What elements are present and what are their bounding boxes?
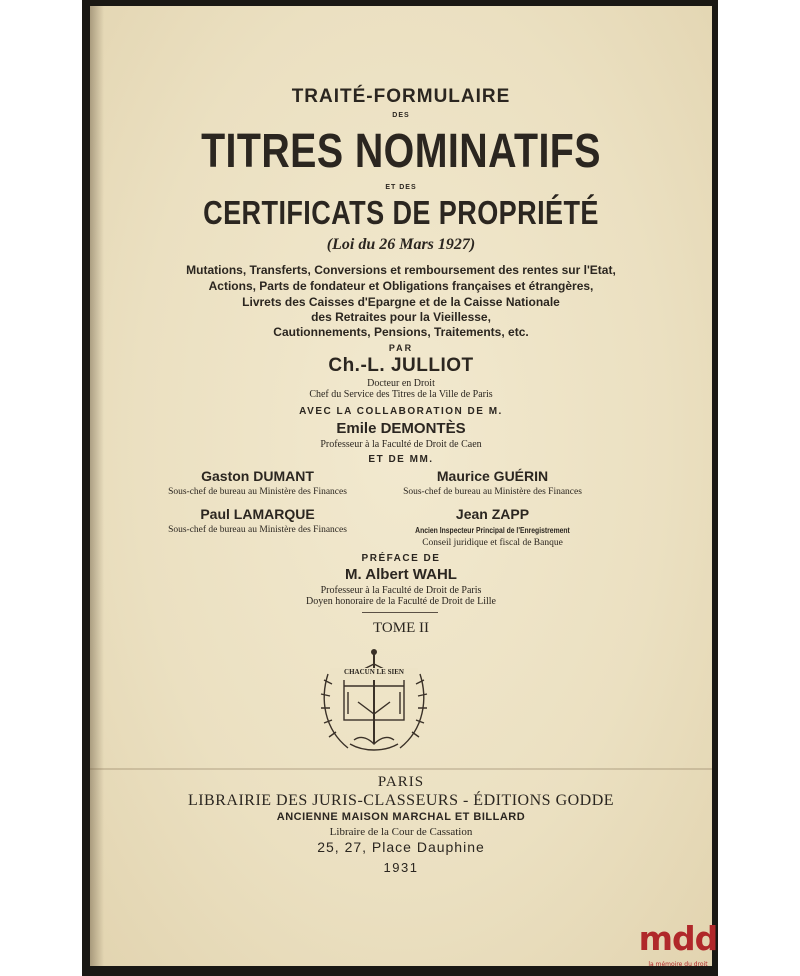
subject-line: Cautionnements, Pensions, Traitements, etc. [273,325,529,339]
contributor-title: Ancien Inspecteur Principal de l'Enregistrement [415,526,570,535]
publisher-name: LIBRAIRIE DES JURIS-CLASSEURS - ÉDITIONS GODDE [187,792,615,809]
title-line1: TRAITÉ-FORMULAIRE [291,86,511,107]
collaborator-title: Professeur à la Faculté de Droit de Caen [320,439,482,450]
et-de-mm-label: ET DE MM. [368,454,434,465]
collaborator-name: Emile DEMONTÈS [336,420,466,437]
main-author-title: Chef du Service des Titres de la Ville de Paris [309,389,493,400]
preface-author: M. Albert WAHL [345,566,457,583]
contributor-title: Sous-chef de bureau au Ministère des Finances [168,525,347,535]
publisher-court: Libraire de la Cour de Cassation [329,826,473,838]
par-label: PAR [388,343,414,353]
subject-line: Livrets des Caisses d'Epargne et de la Caisse Nationale [242,295,560,309]
law-reference: (Loi du 26 Mars 1927) [326,236,476,253]
tome-number: TOME II [373,620,429,636]
subject-line: des Retraites pour la Vieillesse, [311,310,491,324]
publisher-former: ANCIENNE MAISON MARCHAL ET BILLARD [276,811,526,823]
contributor-title: Sous-chef de bureau au Ministère des Finances [403,487,582,497]
main-author-title: Docteur en Droit [367,378,435,389]
contributor-title: Conseil juridique et fiscal de Banque [422,538,563,548]
subject-line: Actions, Parts de fondateur et Obligations françaises et étrangères, [208,279,594,293]
divider-rule [362,612,438,613]
mdd-logo-text: mdd [638,919,718,958]
mdd-logo [638,919,718,975]
contributor-title: Sous-chef de bureau au Ministère des Finances [168,487,347,497]
emblem-motto: CHACUN LE SIEN [330,668,418,680]
contributor-name: Paul LAMARQUE [200,506,315,522]
title-et-des: ET DES [385,184,417,191]
contributor-name: Jean ZAPP [455,506,530,522]
mdd-logo-caption: la mémoire du droit [648,961,708,968]
publication-year: 1931 [383,860,419,875]
publisher-address: 25, 27, Place Dauphine [317,839,485,855]
preface-author-title: Doyen honoraire de la Faculté de Droit de Lille [306,596,496,607]
contributor-name: Gaston DUMANT [201,468,314,484]
second-title: CERTIFICATS DE PROPRIÉTÉ [203,194,599,231]
publisher-city: PARIS [377,774,425,790]
publisher-emblem-icon [314,644,434,762]
preface-author-title: Professeur à la Faculté de Droit de Paris [320,585,482,596]
main-title: TITRES NOMINATIFS [201,125,601,178]
contributor-name: Maurice GUÉRIN [436,468,549,484]
title-des: DES [392,112,410,119]
main-author: Ch.-L. JULLIOT [328,355,474,376]
collaboration-label: AVEC LA COLLABORATION DE M. [299,406,503,417]
subject-line: Mutations, Transferts, Conversions et remboursement des rentes sur l'Etat, [186,263,616,277]
page-fold [90,768,712,770]
preface-label: PRÉFACE DE [361,553,441,564]
